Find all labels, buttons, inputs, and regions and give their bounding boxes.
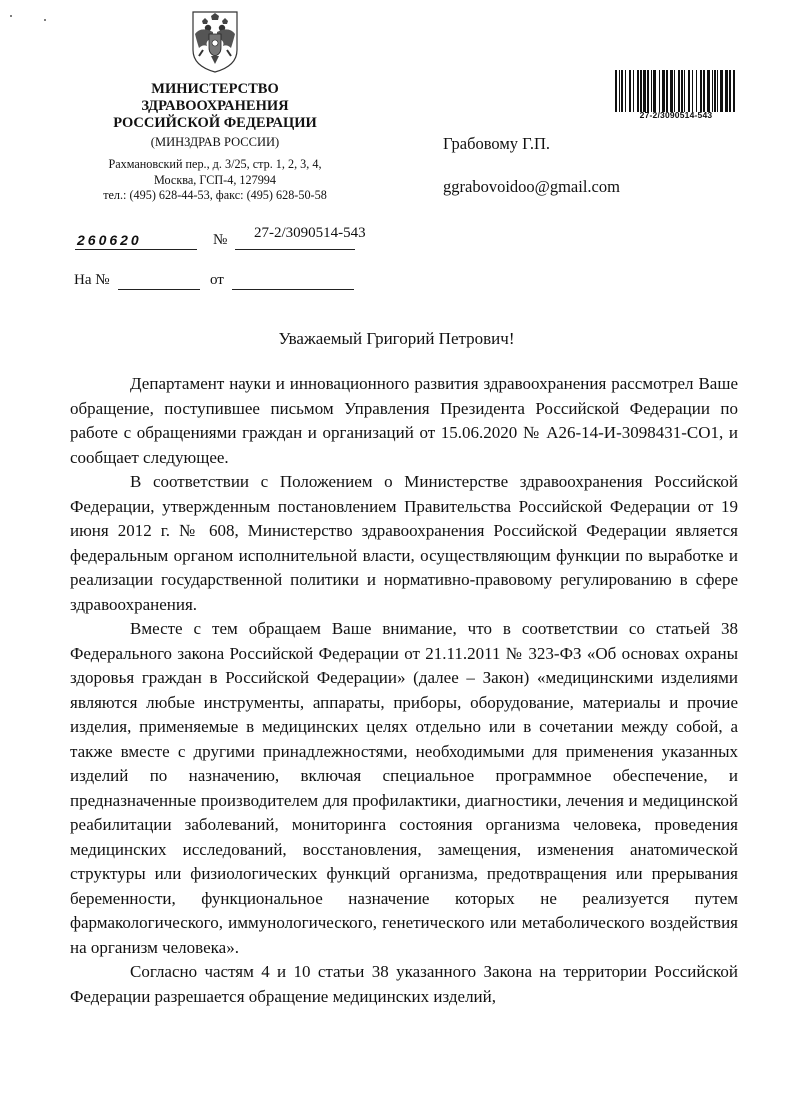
barcode-bar xyxy=(733,70,735,112)
barcode-bar xyxy=(651,70,652,112)
ministry-name-line3: РОССИЙСКОЙ ФЕДЕРАЦИИ xyxy=(113,115,317,131)
scan-speck xyxy=(44,19,46,21)
date-underline xyxy=(75,249,197,250)
barcode-bar xyxy=(670,70,673,112)
from-label: от xyxy=(210,272,224,288)
barcode-bar xyxy=(615,70,617,112)
barcode-bar xyxy=(729,70,731,112)
reply-number-underline xyxy=(118,289,200,290)
letter-body xyxy=(70,372,738,1009)
contact-phone-fax: тел.: (495) 628-44-53, факс: (495) 628-50-58 xyxy=(103,188,327,202)
barcode-bar xyxy=(662,70,665,112)
outgoing-number: 27-2/3090514-543 xyxy=(254,225,366,241)
ministry-name-line1: МИНИСТЕРСТВО xyxy=(151,81,279,97)
barcode-bar xyxy=(707,70,710,112)
barcode-bar xyxy=(688,70,690,112)
barcode-bar xyxy=(684,70,685,112)
number-label: № xyxy=(213,232,228,248)
barcode-bar xyxy=(681,70,683,112)
barcode-bar xyxy=(712,70,713,112)
letter-paragraph: Департамент науки и инновационного развития здравоохранения рассмотрел Ваше обращение, поступившее письмом Управления Президента Российской Федерации по работе с обращениями граждан и организаций от 15.06.2020 № А26-14-И-3098431-СО1, и сообщает следующее. xyxy=(70,374,738,467)
barcode-bar xyxy=(678,70,680,112)
from-date-underline xyxy=(232,289,354,290)
barcode-bar xyxy=(700,70,702,112)
address-line1: Рахмановский пер., д. 3/25, стр. 1, 2, 3, 4, xyxy=(108,157,322,171)
barcode-bar xyxy=(714,70,716,112)
barcode-bar xyxy=(633,70,634,112)
address-line2: Москва, ГСП-4, 127994 xyxy=(154,172,276,187)
barcode-bar xyxy=(621,70,623,112)
ministry-header xyxy=(80,81,350,204)
barcode-bar xyxy=(725,70,728,112)
letter-paragraph: Вместе с тем обращаем Ваше внимание, что в соответствии со статьей 38 Федерального закона Российской Федерации от 21.11.2011 № 323-ФЗ «Об основах охраны здоровья граждан в Российской Федерации» (далее – Закон) «медицинскими изделиями являются любые инструменты, аппараты, приборы, оборудование, материалы и прочие изделия, применяемые в медицинских целях отдельно или в сочетании между собой, а также вместе с другими принадлежностями, необходимыми для применения указанных изделий по назначению, включая специальное программное обеспечение, и предназначенные производителем для профилактики, диагностики, лечения и медицинской реабилитации заболеваний, мониторинга состояния организма человека, проведения медицинских исследований, восстановления, замещения, изменения анатомической структуры или физиологических функций организма, предотвращения или прерывания беременности, функциональное назначение которых не реализуется путем фармакологического, иммунологического, генетического или метаболического воздействия на организм человека». xyxy=(70,619,738,957)
barcode-bar xyxy=(674,70,675,112)
registration-date: 260620 xyxy=(77,232,142,248)
scan-speck xyxy=(10,15,12,17)
barcode-bar xyxy=(640,70,642,112)
ministry-name-line2: ЗДРАВООХРАНЕНИЯ xyxy=(141,98,289,114)
barcode-bar xyxy=(629,70,631,112)
barcode-bar xyxy=(696,70,697,112)
barcode-bar xyxy=(643,70,646,112)
barcode-bar xyxy=(653,70,656,112)
barcode xyxy=(615,70,737,112)
recipient-name: Грабовому Г.П. xyxy=(443,134,550,153)
barcode-bar xyxy=(720,70,723,112)
reply-to-label: На № xyxy=(74,272,110,288)
letter-paragraph: В соответствии с Положением о Министерстве здравоохранения Российской Федерации, утвержденным постановлением Правительства Российской Федерации от 19 июня 2012 г. № 608, Министерство здравоохранения Российской Федерации является федеральным органом исполнительной власти, осуществляющим функции по выработке и реализации государственной политики и нормативно-правовому регулированию в сфере здравоохранения. xyxy=(70,472,738,614)
letter-paragraph: Согласно частям 4 и 10 статьи 38 указанного Закона на территории Российской Федерации разрешается обращение медицинских изделий, xyxy=(70,962,738,1006)
number-underline xyxy=(235,249,355,250)
barcode-bar xyxy=(619,70,620,112)
ministry-short-name: (МИНЗДРАВ РОССИИ) xyxy=(150,135,280,149)
recipient-email: ggrabovoidoo@gmail.com xyxy=(443,177,620,196)
letter-greeting: Уважаемый Григорий Петрович! xyxy=(278,329,515,348)
barcode-bar xyxy=(717,70,718,112)
barcode-bar xyxy=(637,70,639,112)
coat-of-arms-emblem xyxy=(189,10,241,74)
barcode-bar xyxy=(647,70,649,112)
barcode-bar xyxy=(659,70,660,112)
barcode-bar xyxy=(703,70,705,112)
barcode-bar xyxy=(625,70,626,112)
barcode-number: 27-2/3090514-543 xyxy=(639,110,713,120)
barcode-bar xyxy=(666,70,668,112)
barcode-bar xyxy=(692,70,693,112)
